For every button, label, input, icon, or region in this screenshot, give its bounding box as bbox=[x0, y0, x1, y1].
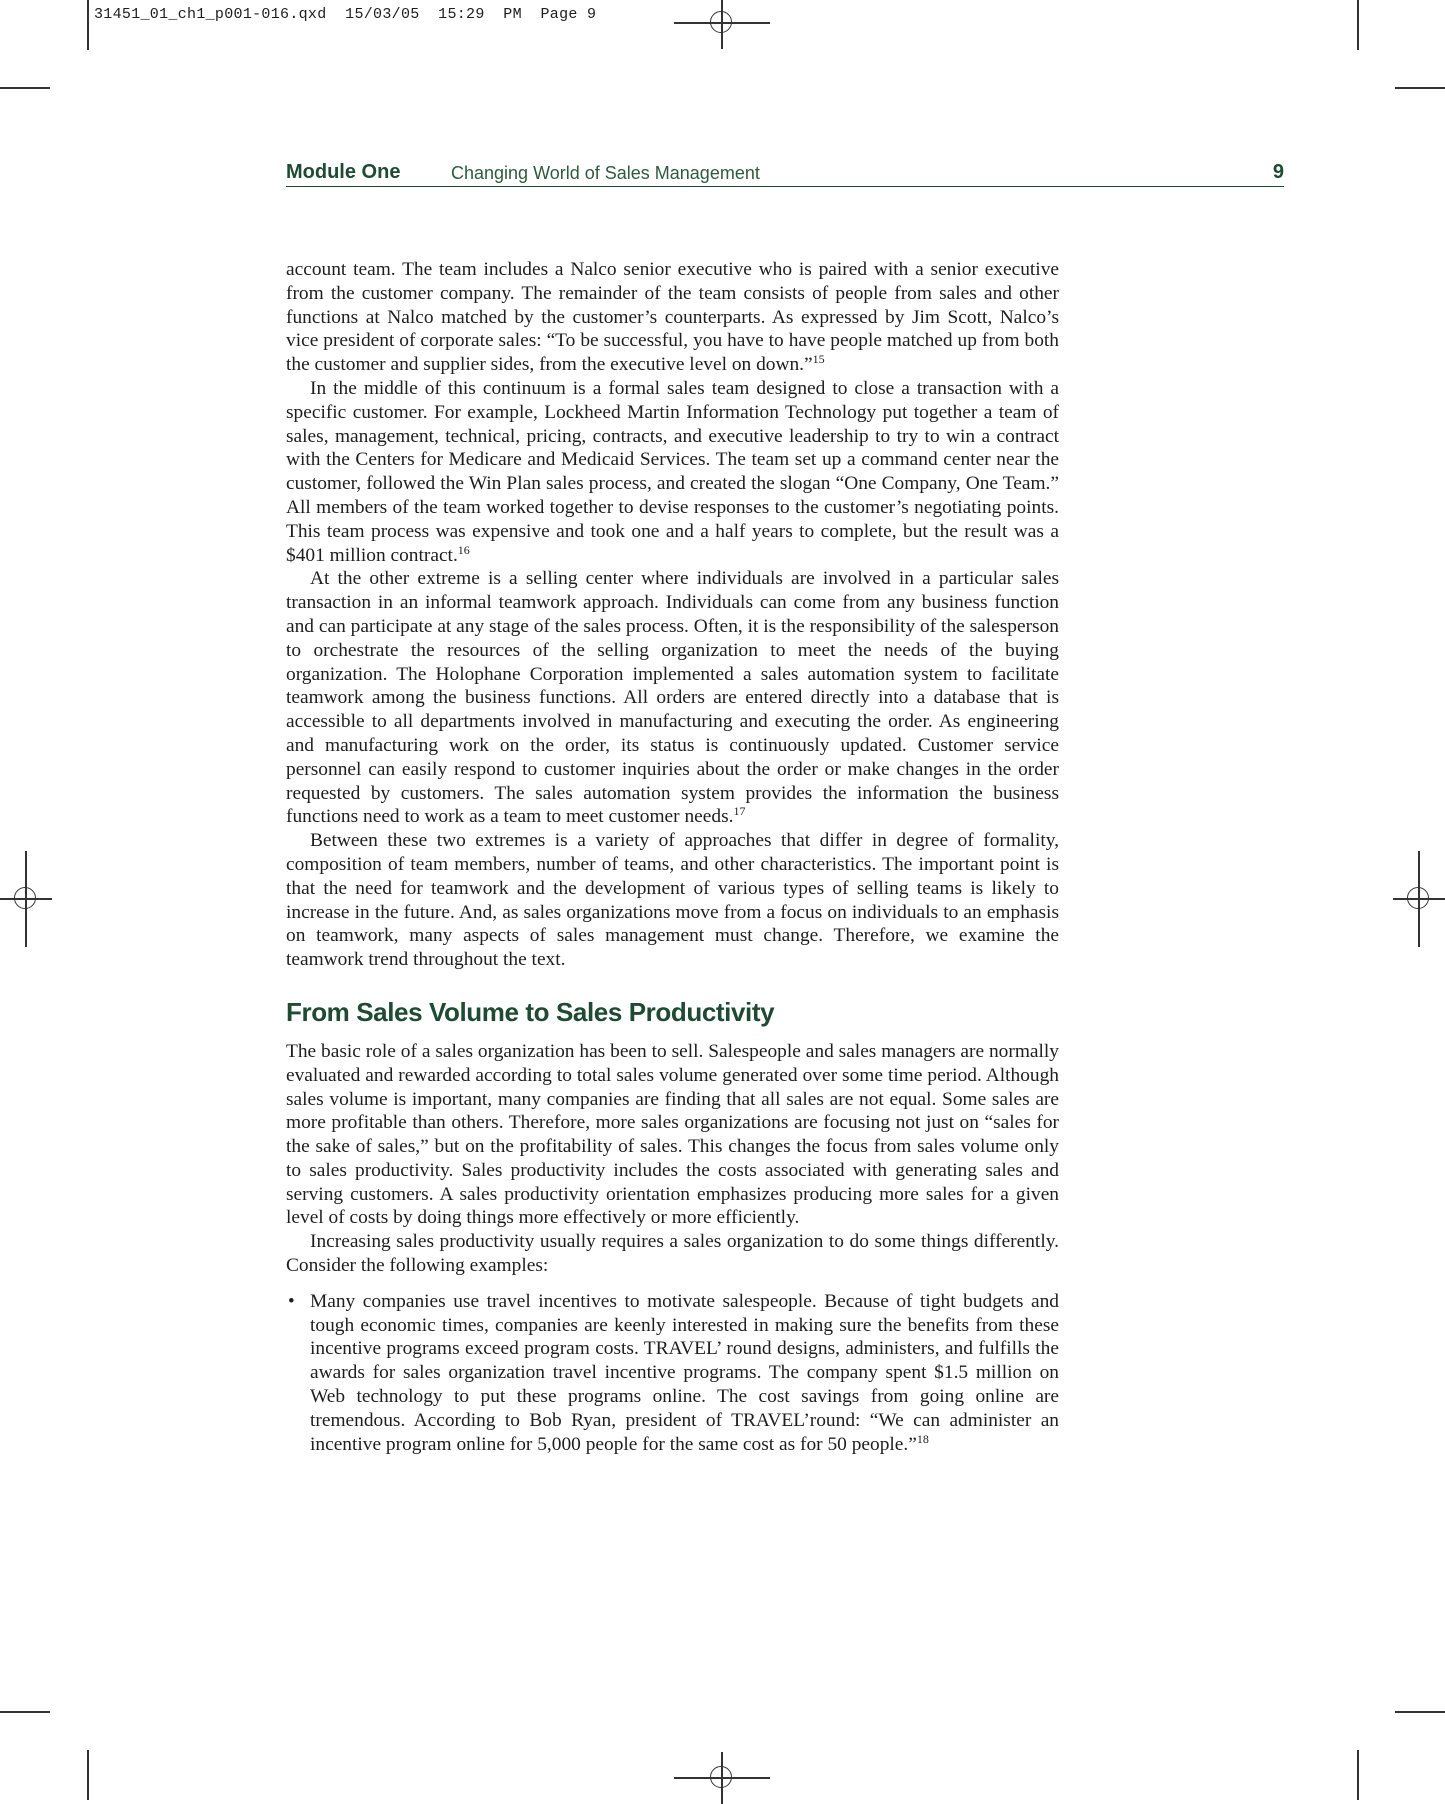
paragraph-text: account team. The team includes a Nalco senior executive who is paired with a senior executive from the customer company. The remainder of the team consists of people from sales and other functions at Nalco matched by the customer’s counterparts. As expressed by Jim Scott, Nalco’s vice president of corporate sales: “To be successful, you have to have people matched up from both the customer and supplier sides, from the executive level on down.” bbox=[286, 259, 1059, 376]
crop-mark bbox=[87, 0, 89, 50]
endnote-ref: 18 bbox=[916, 1431, 929, 1446]
crop-mark bbox=[1357, 1750, 1359, 1800]
page-number: 9 bbox=[1272, 161, 1284, 183]
endnote-ref: 16 bbox=[457, 542, 470, 557]
registration-mark-left bbox=[0, 873, 52, 925]
paragraph: Between these two extremes is a variety of approaches that differ in degree of formality, composition of team members, number of teams, and other characteristics. The important point is that the need for teamwork and the development of various types of selling teams is likely to increase in the future. And, as sales organizations move from a focus on individuals to an emphasis on teamwork, many aspects of sales management must change. Therefore, we examine the teamwork trend throughout the text. bbox=[286, 830, 1059, 971]
registration-mark-right bbox=[1393, 873, 1445, 925]
module-label: Module One bbox=[286, 161, 401, 183]
list-item-text bbox=[310, 1290, 1059, 1457]
endnote-ref: 15 bbox=[812, 352, 825, 367]
registration-mark-top bbox=[696, 0, 748, 49]
paragraph bbox=[286, 258, 1059, 377]
running-head bbox=[286, 160, 1284, 187]
body-text bbox=[286, 258, 1059, 1456]
endnote-ref: 17 bbox=[733, 804, 746, 819]
paragraph: Increasing sales productivity usually requires a sales organization to do some things differently. Consider the following examples: bbox=[286, 1231, 1059, 1277]
paragraph bbox=[286, 567, 1059, 829]
paragraph-text: At the other extreme is a selling center where individuals are involved in a particular sales transaction in an informal teamwork approach. Individuals can come from any business function and can participate at any stage of the sales process. Often, it is the responsibility of the salesperson to orchestrate the resources of the selling organization to meet the needs of the buying organization. The Holophane Corporation implemented a sales automation system to facilitate teamwork among the business functions. All orders are entered directly into a database that is accessible to all departments involved in manufacturing and executing the order. As engineering and manufacturing work on the order, its status is continuously updated. Customer service personnel can easily respond to customer inquiries about the order or make changes in the order requested by customers. The sales automation system provides the information the business functions need to work as a team to meet customer needs. bbox=[286, 568, 1059, 828]
registration-mark-bottom bbox=[696, 1752, 748, 1804]
crop-mark bbox=[0, 87, 50, 89]
crop-mark bbox=[0, 1711, 50, 1713]
section-heading: From Sales Volume to Sales Productivity bbox=[286, 996, 775, 1027]
crop-mark bbox=[87, 1750, 89, 1800]
paragraph: The basic role of a sales organization has been to sell. Salespeople and sales managers are normally evaluated and rewarded according to total sales volume generated over some time period. Although sales volume is important, many companies are finding that all sales are not equal. Some sales are more profitable than others. Therefore, more sales organizations are focusing not just on “sales for the sake of sales,” but on the profitability of sales. This changes the focus from sales volume only to sales productivity. Sales productivity includes the costs associated with generating sales and serving customers. A sales productivity orientation emphasizes producing more sales for a given level of costs by doing things more effectively or more efficiently. bbox=[286, 1040, 1059, 1229]
paragraph-text: In the middle of this continuum is a formal sales team designed to close a transaction with a specific customer. For example, Lockheed Martin Information Technology put together a team of sales, management, technical, pricing, contracts, and executive leadership to try to win a contract with the Centers for Medicare and Medicaid Services. The team set up a command center near the customer, followed the Win Plan sales process, and created the slogan “One Company, One Team.” All members of the team worked together to devise responses to the customer’s negotiating points. This team process was expensive and took one and a half years to complete, but the result was a $401 million contract. bbox=[286, 377, 1059, 566]
crop-mark bbox=[1357, 0, 1359, 50]
paragraph-text: Many companies use travel incentives to motivate salespeople. Because of tight budgets and tough economic times, companies are keenly interested in making sure the benefits from these incentive programs exceed program costs. TRAVEL’ round designs, administers, and fulfills the awards for sales organization travel incentive programs. The company spent $1.5 million on Web technology to put these programs online. The cost savings from going online are tremendous. According to Bob Ryan, president of TRAVEL’round: “We can administer an incentive program online for 5,000 people for the same cost as for 50 people.” bbox=[310, 1290, 1059, 1455]
bullet-icon: • bbox=[288, 1290, 295, 1312]
chapter-title: Changing World of Sales Management bbox=[451, 163, 760, 183]
crop-mark bbox=[1395, 1711, 1445, 1713]
list-item bbox=[286, 1290, 1059, 1457]
bullet-list bbox=[286, 1290, 1059, 1457]
crop-mark bbox=[1395, 87, 1445, 89]
paragraph bbox=[286, 377, 1059, 567]
print-slug: 31451_01_ch1_p001-016.qxd 15/03/05 15:29 PM Page 9 bbox=[94, 6, 597, 23]
